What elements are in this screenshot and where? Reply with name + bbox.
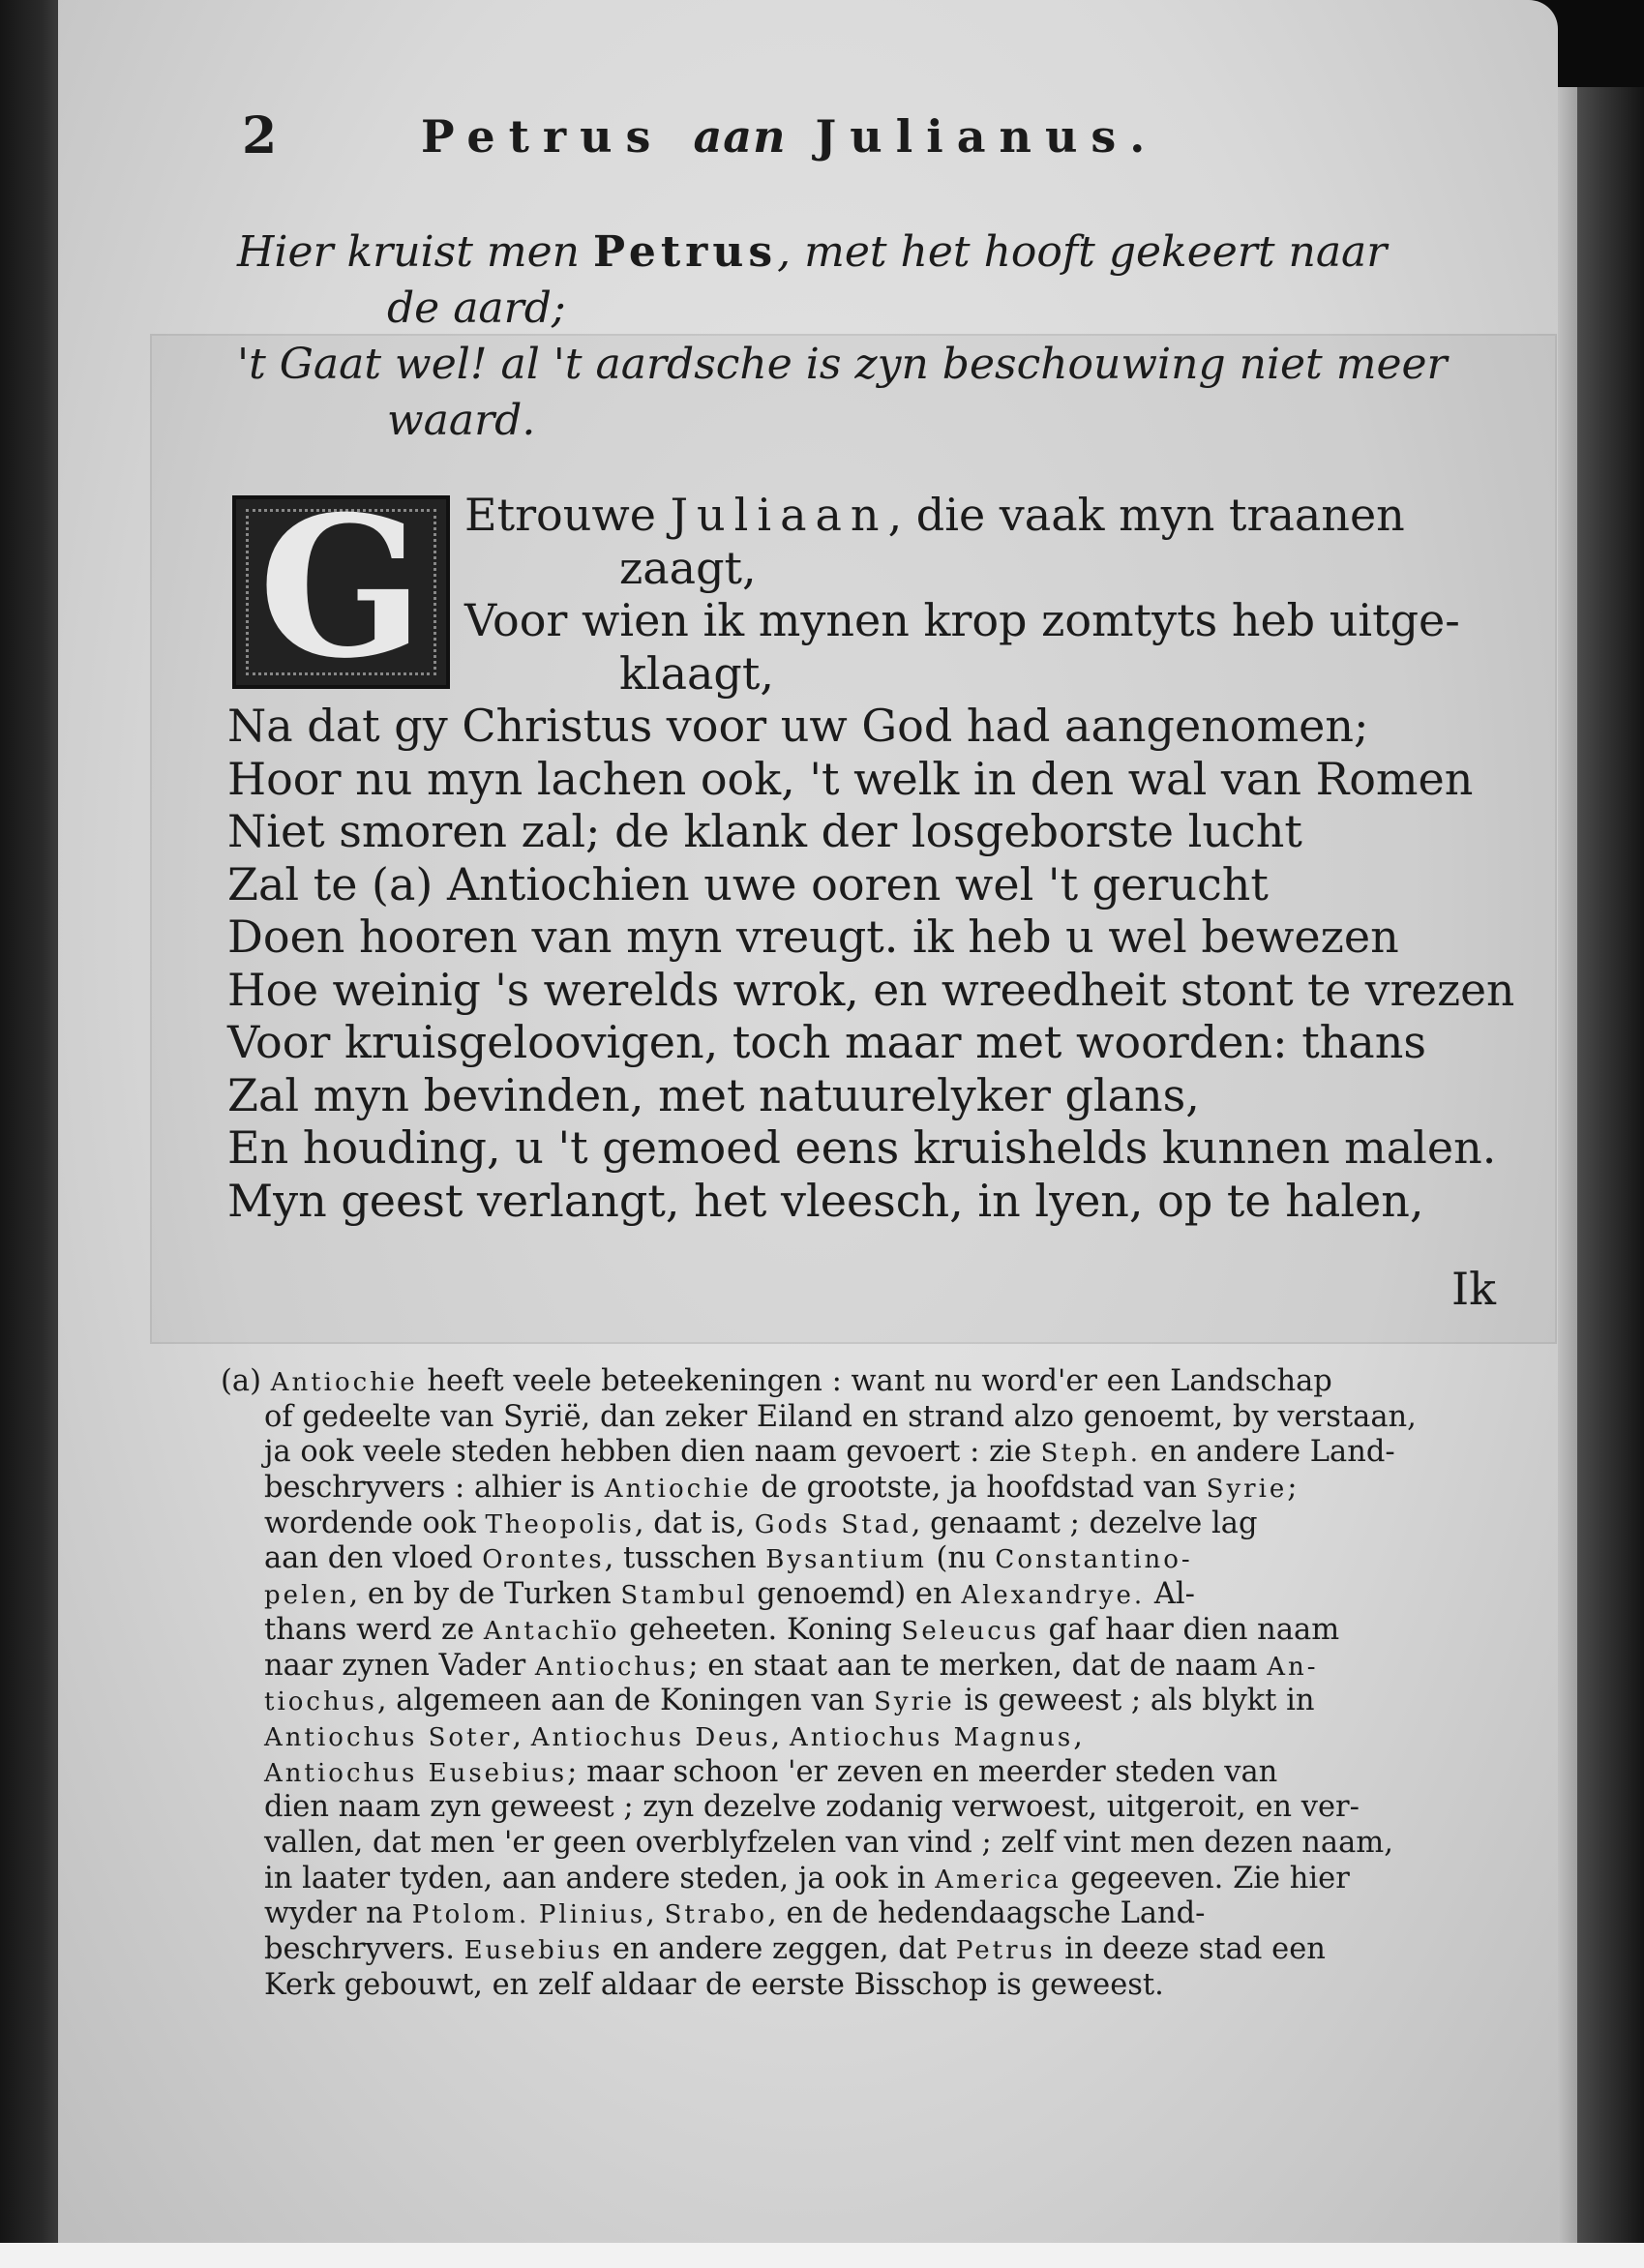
running-title <box>421 110 1158 163</box>
footnote-line <box>221 1684 1522 1719</box>
footnote-text: , en by de Turken <box>348 1577 621 1612</box>
poem-line: Na dat gy Christus voor uw God had aangenomen; <box>227 700 1369 752</box>
footnote-line <box>221 1719 1522 1755</box>
motto-line: de aard; <box>387 284 566 333</box>
footnote-text: is geweest ; als blykt in <box>954 1684 1315 1718</box>
footnote-text: en andere Land- <box>1140 1435 1395 1470</box>
poem-line: Niet smoren zal; de klank der losgeborste lucht <box>227 805 1302 857</box>
footnote-smallcaps: Antiochus <box>534 1652 689 1682</box>
footnote-smallcaps: Seleucus <box>901 1616 1039 1646</box>
poem-line: Myn geest verlangt, het vleesch, in lyen, op te halen, <box>227 1174 1424 1227</box>
footnote-smallcaps: Antiochus Eusebius <box>264 1758 568 1788</box>
footnote-smallcaps: Syrie <box>1206 1475 1288 1505</box>
footnote-text: , tusschen <box>604 1541 766 1576</box>
footnote-text: beschryvers : alhier is <box>264 1471 605 1506</box>
poem-text: Etrouwe <box>464 489 671 541</box>
footnote-smallcaps: Bysantium <box>765 1545 927 1575</box>
motto-text: Hier kruist men <box>237 227 593 277</box>
initial-letter: G <box>258 474 424 701</box>
catchword: Ik <box>1451 1263 1497 1315</box>
footnote-smallcaps: Antachïo <box>483 1616 620 1646</box>
footnote-line <box>221 1364 1522 1400</box>
poem-name: Juliaan <box>670 489 888 541</box>
motto-name: Petrus <box>592 227 778 277</box>
footnote-smallcaps: pelen <box>264 1581 349 1611</box>
footnote-line <box>221 1577 1522 1613</box>
footnote-text: Al- <box>1145 1577 1195 1612</box>
title-part2: Julianus. <box>815 110 1159 163</box>
footnote-smallcaps: An- <box>1267 1652 1319 1682</box>
page-number: 2 <box>242 106 278 165</box>
footnote-smallcaps: Gods Stad <box>754 1509 912 1539</box>
footnote-text: ; maar schoon 'er zeven en meerder steden van <box>567 1754 1278 1789</box>
bottom-background <box>0 2243 1644 2268</box>
motto-line <box>237 224 1514 281</box>
footnote-smallcaps: Antiochie <box>270 1368 418 1397</box>
footnote-line <box>221 1649 1522 1685</box>
footnote-smallcaps: Syrie <box>874 1687 955 1717</box>
running-header <box>242 106 1364 174</box>
footnote-text: thans werd ze <box>264 1612 484 1647</box>
footnote-line <box>221 1755 1522 1791</box>
footnote-smallcaps: Petrus <box>955 1936 1056 1965</box>
title-part1: Petrus <box>421 110 665 163</box>
poem-line: Hoor nu myn lachen ook, 't welk in den wal van Romen <box>227 752 1474 805</box>
footnote-text: ; <box>1287 1471 1298 1506</box>
footnote-smallcaps: Antiochus Deus <box>530 1722 771 1752</box>
footnote-smallcaps: tiochus <box>264 1687 377 1717</box>
footnote-smallcaps: Antiochus Magnus <box>790 1722 1074 1752</box>
footnote-text: (nu <box>926 1541 996 1576</box>
footnote-text: beschryvers. <box>264 1932 464 1966</box>
footnote-smallcaps: Antiochie <box>604 1475 752 1505</box>
footnote-text: , algemeen aan de Koningen van <box>376 1684 875 1718</box>
footnote-text: (a) <box>221 1364 271 1398</box>
footnote-text: gaf haar dien naam <box>1038 1612 1340 1647</box>
footnote-text: aan den vloed <box>264 1541 483 1576</box>
footnote-line <box>221 1613 1522 1649</box>
footnote-text <box>529 1896 539 1930</box>
footnote-line: dien naam zyn geweest ; zyn dezelve zodanig verwoest, uitgeroit, en ver- <box>264 1790 1360 1825</box>
poem-line: Doen hooren van myn vreugt. ik heb u wel bewezen <box>227 910 1399 963</box>
footnote-smallcaps: America <box>935 1865 1061 1895</box>
footnote-smallcaps: Orontes <box>482 1545 605 1575</box>
footnote-text: , <box>770 1718 791 1753</box>
footnote-line: Kerk gebouwt, en zelf aldaar de eerste Bisschop is geweest. <box>264 1967 1164 2002</box>
footnote <box>221 1364 1522 2003</box>
footnote-smallcaps: Theopolis <box>485 1509 635 1539</box>
motto-line: waard. <box>387 396 536 445</box>
footnote-text: in laater tyden, aan andere steden, ja ook in <box>264 1861 936 1895</box>
footnote-text: naar zynen Vader <box>264 1648 535 1683</box>
footnote-smallcaps: Steph. <box>1040 1439 1141 1469</box>
footnote-text: ja ook veele steden hebben dien naam gevoert : zie <box>264 1435 1041 1470</box>
footnote-text: , en de hedendaagsche Land- <box>767 1896 1206 1931</box>
footnote-text: , dat is, <box>634 1506 755 1540</box>
footnote-line <box>221 1471 1522 1507</box>
footnote-line <box>221 1862 1522 1897</box>
poem-line: Voor wien ik mynen krop zomtyts heb uitge- <box>464 594 1460 646</box>
footnote-text: , <box>512 1718 531 1753</box>
footnote-line: vallen, dat men 'er geen overblyfzelen van vind ; zelf vint men dezen naam, <box>264 1825 1393 1860</box>
footnote-text: , <box>645 1896 665 1931</box>
footnote-smallcaps: Eusebius <box>463 1936 604 1965</box>
footnote-smallcaps: Ptolom. <box>411 1900 530 1930</box>
motto-text: , met het hooft gekeert naar <box>777 227 1388 277</box>
poem-line: Zal myn bevinden, met natuurelyker glans, <box>227 1068 1200 1121</box>
footnote-smallcaps: Stambul <box>620 1581 748 1611</box>
footnote-text: in deeze stad een <box>1055 1932 1326 1966</box>
footnote-text: heeft veele beteekeningen : want nu word'er een Landschap <box>417 1364 1332 1398</box>
footnote-line <box>221 1507 1522 1542</box>
footnote-text: genoemd) en <box>747 1577 962 1612</box>
footnote-text: geheeten. Koning <box>619 1612 902 1647</box>
footnote-text: , <box>1073 1718 1083 1753</box>
footnote-smallcaps: Constantino- <box>995 1545 1193 1575</box>
motto-line: 't Gaat wel! al 't aardsche is zyn beschouwing niet meer <box>237 340 1448 389</box>
footnote-smallcaps: Plinius <box>538 1900 646 1930</box>
footnote-text: en andere zeggen, dat <box>603 1932 956 1966</box>
footnote-text: de grootste, ja hoofdstad van <box>751 1471 1207 1506</box>
poem-line: En houding, u 't gemoed eens kruishelds kunnen malen. <box>227 1121 1497 1174</box>
footnote-text: wyder na <box>264 1896 412 1931</box>
footnote-line <box>221 1896 1522 1932</box>
footnote-line <box>221 1435 1522 1471</box>
footnote-line: of gedeelte van Syrië, dan zeker Eiland en strand alzo genoemt, by verstaan, <box>264 1399 1417 1434</box>
poem-line: Zal te (a) Antiochien uwe ooren wel 't gerucht <box>227 857 1269 910</box>
footnote-text: ; en staat aan te merken, dat de naam <box>688 1648 1268 1683</box>
footnote-smallcaps: Antiochus Soter <box>264 1722 513 1752</box>
footnote-smallcaps: Strabo <box>664 1900 768 1930</box>
footnote-smallcaps: Alexandrye. <box>961 1581 1146 1611</box>
footnote-text: gegeeven. Zie hier <box>1061 1861 1350 1895</box>
footnote-line <box>221 1932 1522 1968</box>
footnote-text: , genaamt ; dezelve lag <box>911 1506 1258 1540</box>
poem-line <box>227 489 1514 542</box>
motto <box>237 224 1514 449</box>
footnote-text: wordende ook <box>264 1506 486 1540</box>
poem-line: Hoe weinig 's werelds wrok, en wreedheit stont te vrezen <box>227 963 1515 1016</box>
title-aan: aan <box>693 110 787 163</box>
poem-line: klaagt, <box>619 646 774 700</box>
poem-line: Voor kruisgeloovigen, toch maar met woorden: thans <box>227 1016 1426 1068</box>
poem <box>227 474 1515 1227</box>
poem-line: zaagt, <box>619 541 757 594</box>
poem-text: , die vaak myn traanen <box>887 489 1405 541</box>
footnote-line <box>221 1541 1522 1577</box>
